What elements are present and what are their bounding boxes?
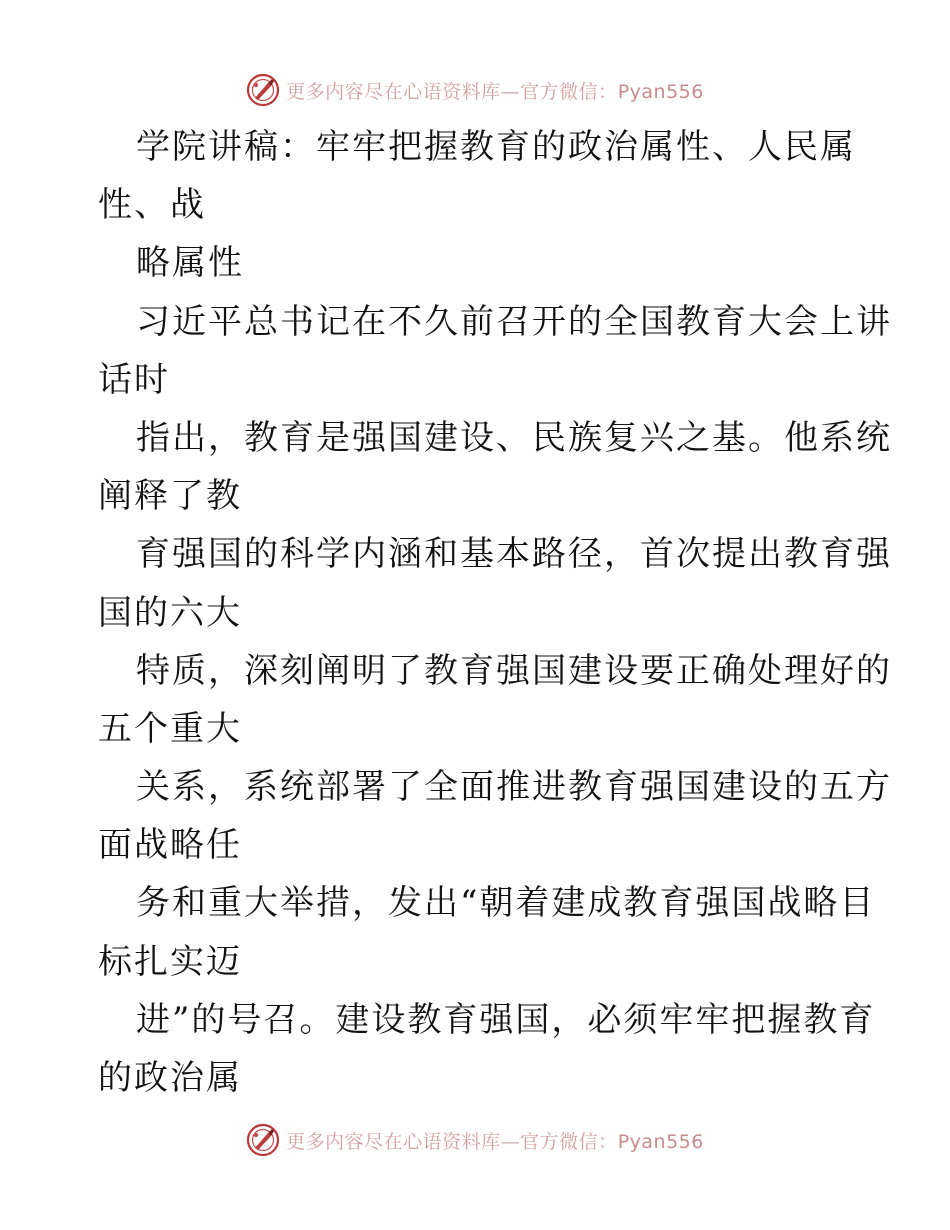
body-line: 五个重大 [98,708,242,749]
document-title-line: 学院讲稿：牢牢把握教育的政治属性、人民属 [136,127,856,167]
watermark-separator: — [500,1130,521,1153]
footer-watermark [0,1120,950,1160]
body-line: 特质，深刻阐明了教育强国建设要正确处理好的 [136,650,892,691]
header-watermark [0,70,950,110]
body-line: 国的六大 [98,592,242,633]
body-line: 阐释了教 [98,476,242,517]
body-line: 进”的号召。建设教育强国，必须牢牢把握教育 [136,999,876,1040]
watermark-site: 更多内容尽在心语资料库 [286,80,501,103]
body-line: 育强国的科学内涵和基本路径，首次提出教育强 [136,534,892,575]
watermark-wechat-label: 官方微信： [520,1130,618,1153]
body-line: 话时 [98,359,170,400]
body-line: 略属性 [136,243,244,284]
watermark-separator: — [500,80,521,103]
watermark-wechat-id: Pyan556 [617,1130,704,1153]
body-line: 关系，系统部署了全面推进教育强国建设的五方 [136,767,892,808]
document-body [98,118,892,1107]
seal-logo-icon [246,1123,280,1157]
watermark-group [246,1123,704,1157]
watermark-wechat-label: 官方微信： [520,80,618,103]
body-line: 的政治属 [98,1058,242,1098]
watermark-group [246,73,704,107]
watermark-site: 更多内容尽在心语资料库 [286,1130,501,1153]
watermark-text [286,1127,704,1154]
body-line: 习近平总书记在不久前召开的全国教育大会上讲 [136,301,892,342]
body-line: 指出，教育是强国建设、民族复兴之基。他系统 [136,417,892,458]
watermark-text [286,77,704,104]
body-line: 标扎实迈 [98,941,242,982]
body-line: 性、战 [98,185,206,226]
body-line: 面战略任 [98,825,242,866]
seal-logo-icon [246,73,280,107]
body-line: 务和重大举措，发出“朝着建成教育强国战略目 [136,883,876,924]
watermark-wechat-id: Pyan556 [617,80,704,103]
